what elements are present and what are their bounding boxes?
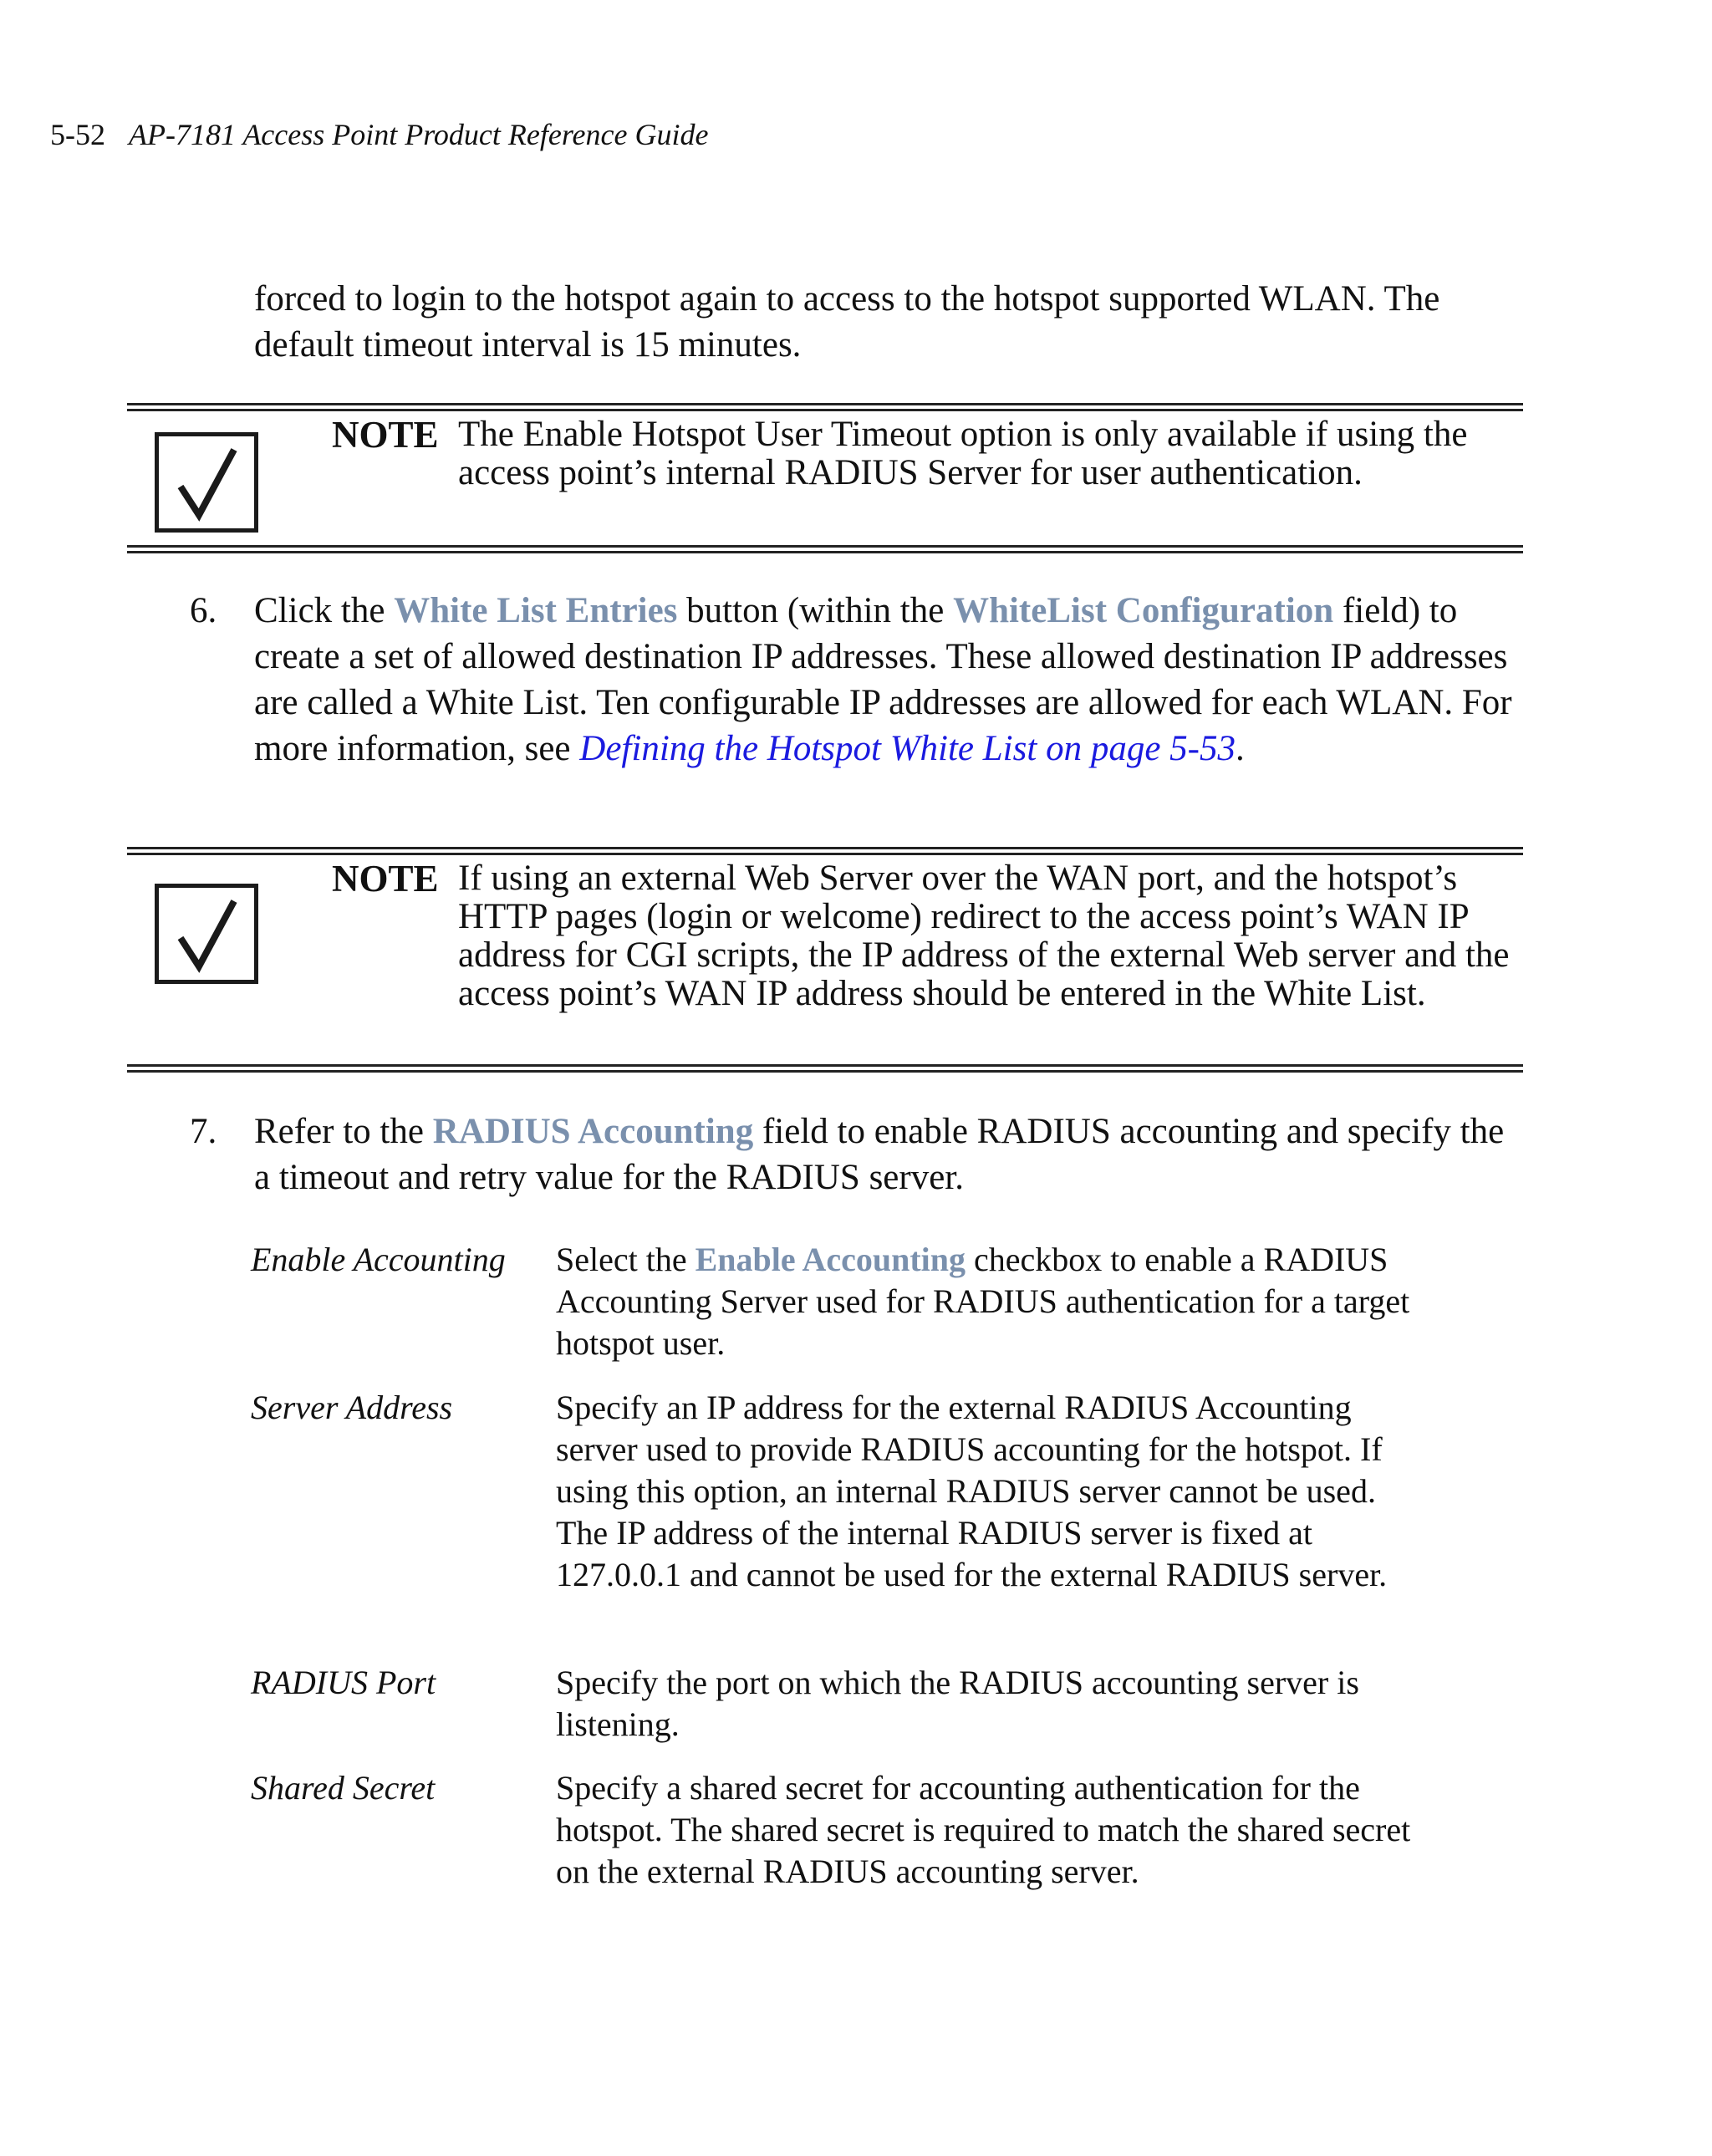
intro-paragraph: forced to login to the hotspot again to access to the hotspot supported WLAN. The default timeout interval is 15 minutes. [254, 279, 1440, 364]
note-bottom-rule [127, 1064, 1523, 1073]
step-7-text: Refer to the RADIUS Accounting field to enable RADIUS accounting and specify the a timeout and retry value for the RADIUS server. [254, 1112, 1505, 1197]
note-top-rule [127, 847, 1523, 855]
definition-term: Server Address [251, 1389, 453, 1426]
definition-term: RADIUS Port [251, 1664, 436, 1701]
definition-description: Specify an IP address for the external RADIUS Accounting server used to provide RADIUS accounting for the hotspot. If using this option, an internal RADIUS server cannot be used. The IP address of the internal RADIUS server is fixed at 127.0.0.1 and cannot be used for the external RADIUS server. [556, 1389, 1388, 1593]
note-text: The Enable Hotspot User Timeout option is only available if using the access point’s internal RADIUS Server for user authentication. [458, 415, 1468, 492]
page-header [50, 117, 708, 152]
step-6-text: Click the White List Entries button (within the WhiteList Configuration field) to create a set of allowed destination IP addresses. These allowed destination IP addresses are called a White List. Ten configurable IP addresses are allowed for each WLAN. For more information, see Defining the Hotspot White List on page 5-53. [254, 591, 1512, 768]
note-bottom-rule [127, 545, 1523, 553]
definition-term: Shared Secret [251, 1769, 436, 1807]
radius-accounting-reference: RADIUS Accounting [432, 1112, 754, 1151]
page-number: 5-52 [50, 118, 105, 151]
definition-description: Specify a shared secret for accounting authentication for the hotspot. The shared secret is required to match the shared secret on the external RADIUS accounting server. [556, 1769, 1411, 1890]
book-title: AP-7181 Access Point Product Reference Guide [129, 118, 709, 151]
definition-description: Specify the port on which the RADIUS accounting server is listening. [556, 1664, 1359, 1743]
enable-accounting-reference: Enable Accounting [695, 1241, 966, 1278]
step-number: 6. [190, 591, 217, 630]
step-number: 7. [190, 1112, 217, 1151]
checkmark-box-icon [155, 884, 258, 984]
note-text: If using an external Web Server over the WAN port, and the hotspot’s HTTP pages (login or welcome) redirect to the access point’s WAN IP address for CGI scripts, the IP address of the external Web server and the access point’s WAN IP address should be entered in the White List. [458, 859, 1510, 1013]
cross-reference-link[interactable]: Defining the Hotspot White List on page 5-53 [579, 729, 1236, 768]
note-top-rule [127, 403, 1523, 411]
white-list-entries-reference: White List Entries [394, 591, 678, 630]
whitelist-configuration-reference: WhiteList Configuration [953, 591, 1334, 630]
note-label: NOTE [332, 414, 439, 456]
definition-description: Select the Enable Accounting checkbox to enable a RADIUS Accounting Server used for RADIUS authentication for a target hotspot user. [556, 1241, 1410, 1362]
checkmark-box-icon [155, 432, 258, 533]
note-label: NOTE [332, 858, 439, 900]
definition-term: Enable Accounting [251, 1241, 506, 1278]
